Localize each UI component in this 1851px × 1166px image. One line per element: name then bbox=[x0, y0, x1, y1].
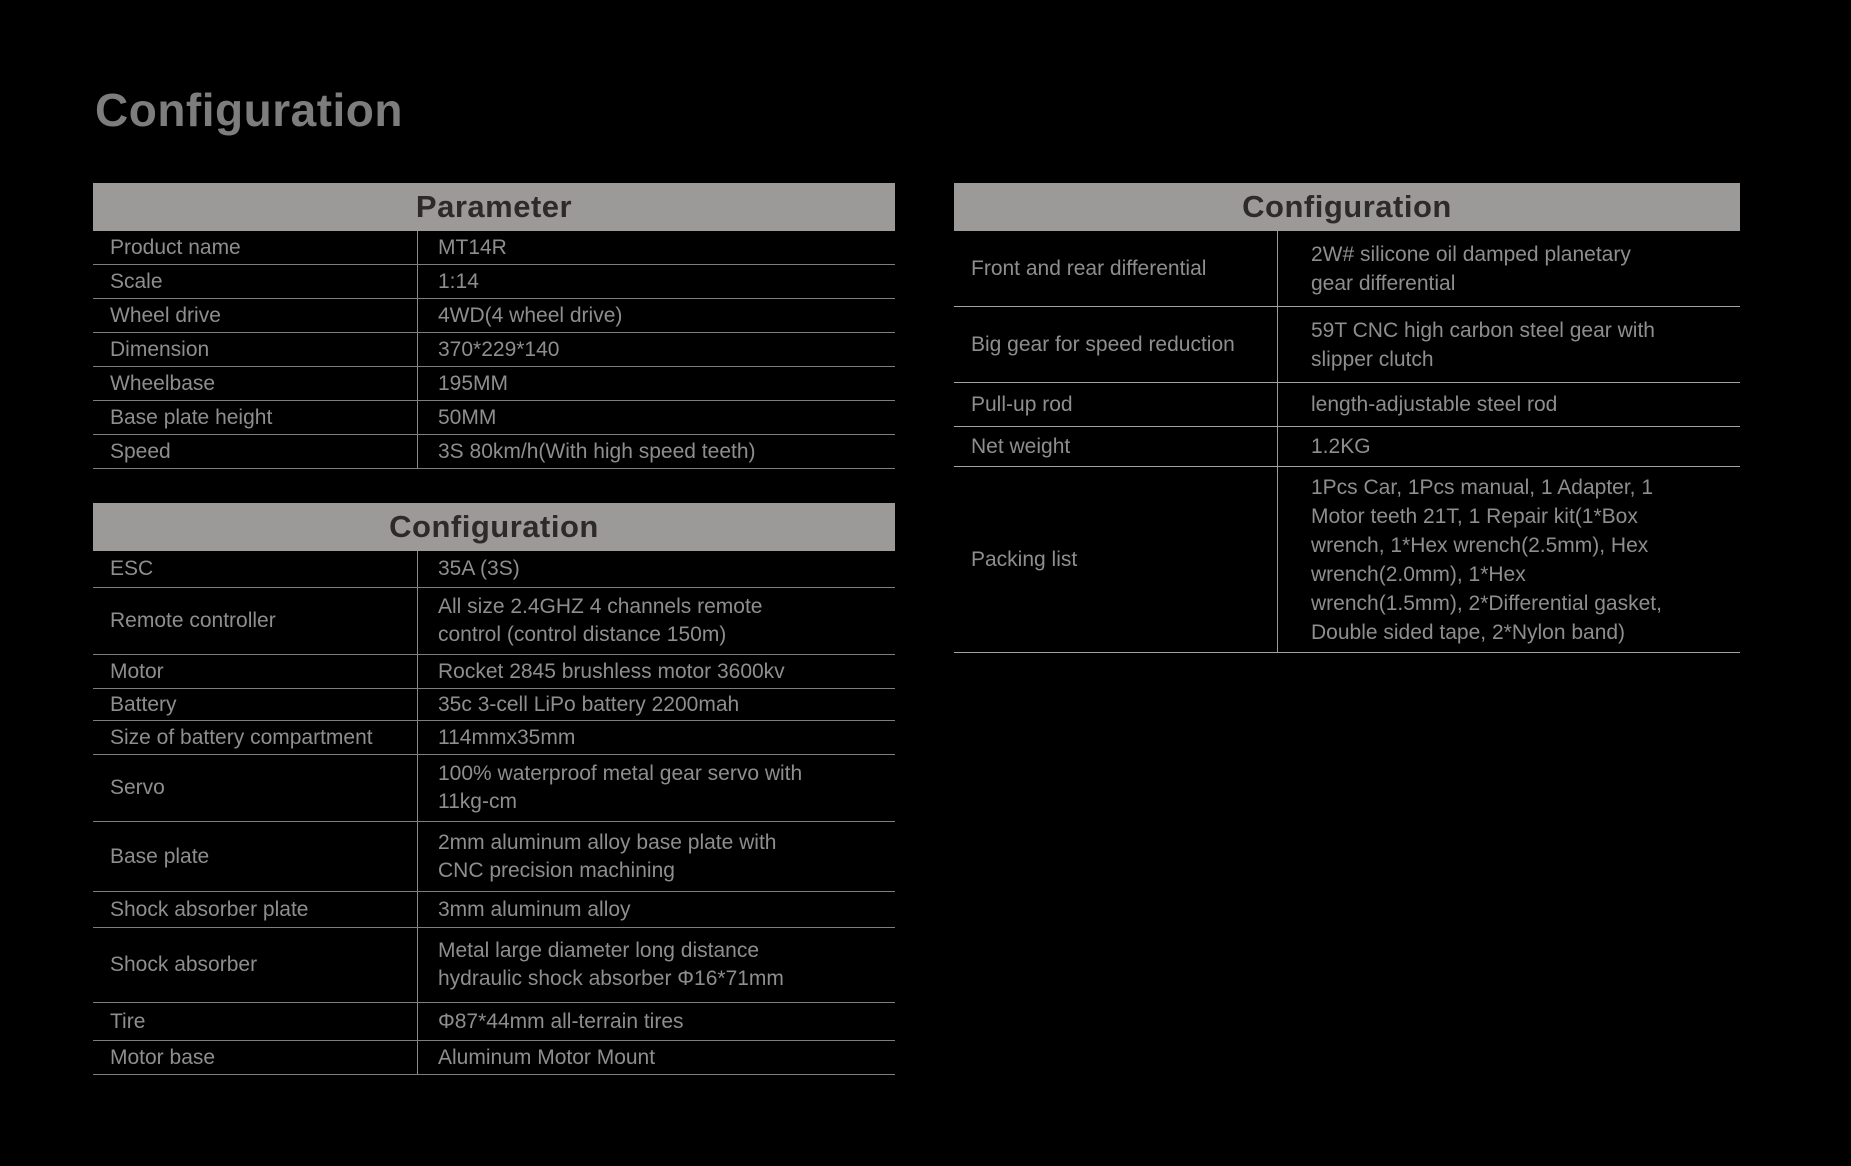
configuration-right-table bbox=[954, 183, 1740, 653]
row-value: 4WD(4 wheel drive) bbox=[438, 303, 623, 327]
table-row bbox=[93, 367, 895, 401]
table-row bbox=[93, 588, 895, 655]
configuration-left-table-header: Configuration bbox=[93, 503, 895, 551]
table-row bbox=[93, 333, 895, 367]
row-value: Rocket 2845 brushless motor 3600kv bbox=[438, 659, 785, 683]
table-row bbox=[93, 435, 895, 469]
row-label: Servo bbox=[93, 755, 418, 821]
configuration-left-table-body bbox=[93, 551, 895, 1075]
row-label: Big gear for speed reduction bbox=[954, 307, 1278, 382]
table-row bbox=[954, 427, 1740, 467]
table-row bbox=[954, 467, 1740, 653]
row-value: length-adjustable steel rod bbox=[1311, 393, 1558, 416]
table-row bbox=[93, 721, 895, 755]
table-row bbox=[93, 1003, 895, 1041]
row-label: Pull-up rod bbox=[954, 383, 1278, 426]
row-label: Front and rear differential bbox=[954, 231, 1278, 306]
row-label: Scale bbox=[93, 265, 418, 298]
table-row bbox=[93, 231, 895, 265]
row-value: 1.2KG bbox=[1311, 435, 1371, 458]
configuration-right-table-header: Configuration bbox=[954, 183, 1740, 231]
table-row bbox=[93, 755, 895, 822]
table-row bbox=[93, 655, 895, 689]
row-label: Shock absorber bbox=[93, 928, 418, 1002]
row-value: MT14R bbox=[438, 235, 507, 259]
row-value: All size 2.4GHZ 4 channels remote control (control distance 150m) bbox=[438, 595, 763, 646]
parameter-table bbox=[93, 183, 895, 469]
row-label: Net weight bbox=[954, 427, 1278, 466]
row-label: Base plate height bbox=[93, 401, 418, 434]
row-value: 100% waterproof metal gear servo with 11kg-cm bbox=[438, 762, 803, 813]
row-value: 195MM bbox=[438, 371, 509, 395]
left-column bbox=[93, 183, 895, 1075]
row-label: Wheel drive bbox=[93, 299, 418, 332]
row-value: 1:14 bbox=[438, 269, 479, 293]
row-value: 3mm aluminum alloy bbox=[438, 897, 631, 921]
row-value: 50MM bbox=[438, 405, 497, 429]
row-label: Base plate bbox=[93, 822, 418, 891]
page-title: Configuration bbox=[95, 84, 403, 136]
row-value: 114mmx35mm bbox=[438, 725, 576, 749]
parameter-table-body bbox=[93, 231, 895, 469]
row-value: Metal large diameter long distance hydraulic shock absorber Φ16*71mm bbox=[438, 939, 784, 990]
row-label: Tire bbox=[93, 1003, 418, 1040]
row-label: Packing list bbox=[954, 467, 1278, 652]
row-value: 370*229*140 bbox=[438, 337, 560, 361]
row-value: 59T CNC high carbon steel gear with slipper clutch bbox=[1311, 318, 1655, 371]
row-label: Battery bbox=[93, 689, 418, 720]
row-label: Dimension bbox=[93, 333, 418, 366]
table-row bbox=[954, 383, 1740, 427]
table-row bbox=[93, 551, 895, 588]
row-value: 1Pcs Car, 1Pcs manual, 1 Adapter, 1 Motor teeth 21T, 1 Repair kit(1*Box wrench, 1*Hex wrench(2.5mm), Hex wrench(2.0mm), 1*Hex wrench(1.5mm), 2*Differential gasket, Double sided tape, 2*Nylon band) bbox=[1311, 475, 1662, 644]
row-label: Motor bbox=[93, 655, 418, 688]
table-row bbox=[93, 299, 895, 333]
row-label: Size of battery compartment bbox=[93, 721, 418, 754]
row-value: 3S 80km/h(With high speed teeth) bbox=[438, 439, 756, 463]
row-value: 35A (3S) bbox=[438, 557, 520, 580]
row-label: Product name bbox=[93, 231, 418, 264]
table-row bbox=[93, 892, 895, 928]
row-value: Aluminum Motor Mount bbox=[438, 1045, 656, 1069]
row-label: Remote controller bbox=[93, 588, 418, 654]
table-row bbox=[93, 265, 895, 299]
table-row bbox=[954, 307, 1740, 383]
configuration-left-table bbox=[93, 503, 895, 1075]
row-label: Speed bbox=[93, 435, 418, 468]
row-label: Wheelbase bbox=[93, 367, 418, 400]
row-value: 2mm aluminum alloy base plate with CNC precision machining bbox=[438, 830, 777, 882]
configuration-right-table-body bbox=[954, 231, 1740, 653]
parameter-table-header: Parameter bbox=[93, 183, 895, 231]
table-row bbox=[93, 1041, 895, 1075]
row-value: 2W# silicone oil damped planetary gear differential bbox=[1311, 242, 1631, 295]
row-label: ESC bbox=[93, 551, 418, 587]
right-column bbox=[954, 183, 1740, 653]
table-row bbox=[93, 928, 895, 1003]
table-row bbox=[93, 401, 895, 435]
table-row bbox=[954, 231, 1740, 307]
table-row bbox=[93, 822, 895, 892]
row-label: Shock absorber plate bbox=[93, 892, 418, 927]
row-label: Motor base bbox=[93, 1041, 418, 1074]
row-value: Φ87*44mm all-terrain tires bbox=[438, 1009, 684, 1033]
row-value: 35c 3-cell LiPo battery 2200mah bbox=[438, 692, 740, 716]
table-row bbox=[93, 689, 895, 721]
